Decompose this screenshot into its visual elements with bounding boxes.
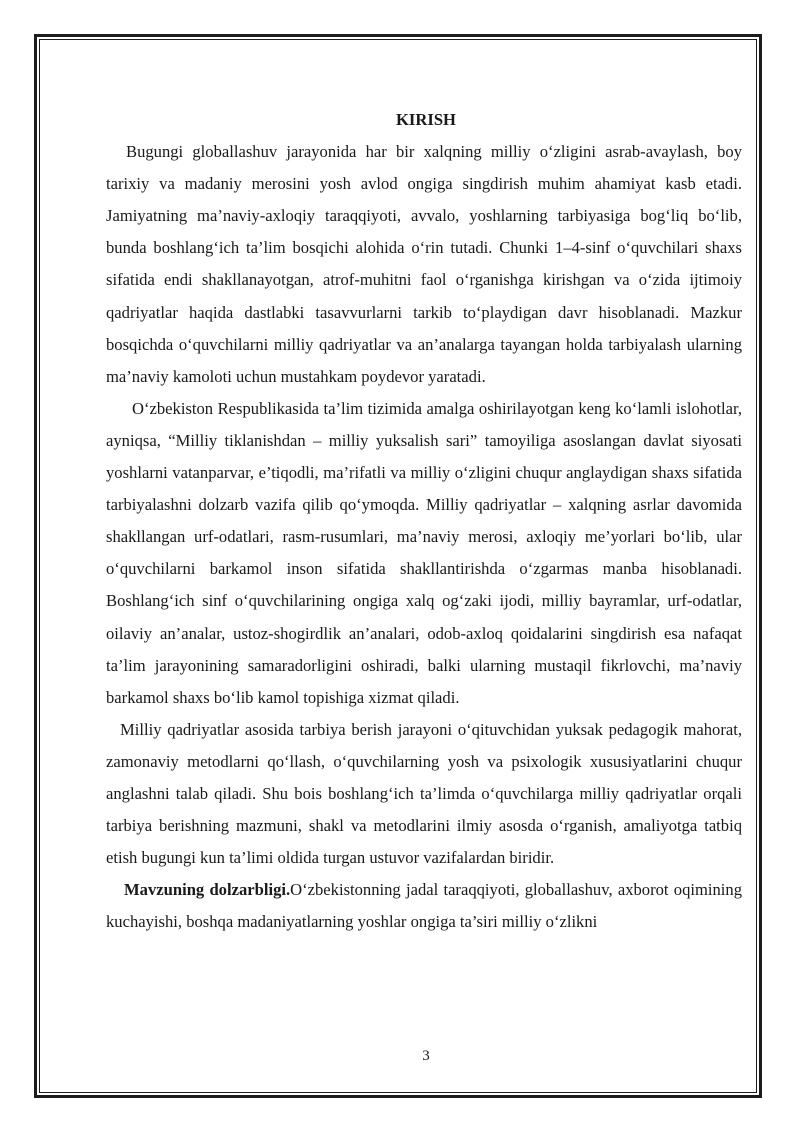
relevance-text: O‘zbekistonning jadal taraqqiyoti, globallashuv, axborot oqimining kuchayishi, boshqa madaniyatlarning yoshlar ongiga ta’siri milliy o‘zlikni: [106, 880, 742, 932]
paragraph-methods: Milliy qadriyatlar asosida tarbiya berish jarayoni o‘qituvchidan yuksak pedagogik mahorat, zamonaviy metodlarni qo‘llash, o‘quvchilarning yosh va psixologik xususiyatlarini chuqur anglashni talab qiladi. Shu bois boshlang‘ich ta’limda o‘quvchilarga milliy qadriyatlar orqali tarbiya berishning mazmuni, shakl va metodlarini ilmiy asosda o‘rganish, amaliyotga tatbiq etish bugungi kun ta’limi oldida turgan ustuvor vazifalardan biridir.: [106, 719, 742, 868]
paragraph-intro: Bugungi globallashuv jarayonida har bir xalqning milliy o‘zligini asrab-avaylash, boy tarixiy va madaniy merosini yosh avlod ongiga singdirish muhim ahamiyat kasb etadi. Jamiyatning ma’naviy-axloqiy taraqqiyoti, avvalo, yoshlarning tarbiyasiga bog‘liq bo‘lib, bunda boshlang‘ich ta’lim bosqichi alohida o‘rin tutadi. Chunki 1–4-sinf o‘quvchilari shaxs sifatida endi shakllanayotgan, atrof-muhitni faol o‘rganishga kirishgan va o‘zida ijtimoiy qadriyatlar haqida dastlabki tasavvurlarni tarkib to‘playdigan davr hisoblanadi. Mazkur bosqichda o‘quvchilarni milliy qadriyatlar va an’analarga tayangan holda tarbiyalash ularning ma’naviy kamoloti uchun mustahkam poydevor yaratadi.: [106, 142, 742, 386]
section-title: KIRISH: [396, 110, 456, 129]
paragraph-relevance: [106, 874, 742, 938]
page-content: [106, 104, 742, 938]
page-number: 3: [422, 1048, 430, 1064]
relevance-heading: Mavzuning dolzarbligi.: [124, 880, 291, 900]
paragraph-reforms: O‘zbekiston Respublikasida ta’lim tizimida amalga oshirilayotgan keng ko‘lamli islohotlar, ayniqsa, “Milliy tiklanishdan – milliy yuksalish sari” tamoyiliga asoslangan davlat siyosati yoshlarni vatanparvar, e’tiqodli, ma’rifatli va milliy o‘zligini chuqur anglaydigan shaxs sifatida tarbiyalashni dolzarb vazifa qilib qo‘ymoqda. Milliy qadriyatlar – xalqning asrlar davomida shakllangan urf-odatlari, rasm-rusumlari, ma’naviy merosi, axloqiy me’yorlari bo‘lib, ular o‘quvchilarni barkamol inson sifatida shakllantirishda o‘zgarmas manba hisoblanadi. Boshlang‘ich sinf o‘quvchilarining ongiga xalq og‘zaki ijodi, milliy bayramlar, urf-odatlar, oilaviy an’analar, ustoz-shogirdlik an’analari, odob-axloq qoidalarini singdirish esa nafaqat ta’lim jarayonining samaradorligini oshiradi, balki ularning mustaqil fikrlovchi, ma’naviy barkamol shaxs bo‘lib kamol topishiga xizmat qiladi.: [106, 398, 742, 707]
